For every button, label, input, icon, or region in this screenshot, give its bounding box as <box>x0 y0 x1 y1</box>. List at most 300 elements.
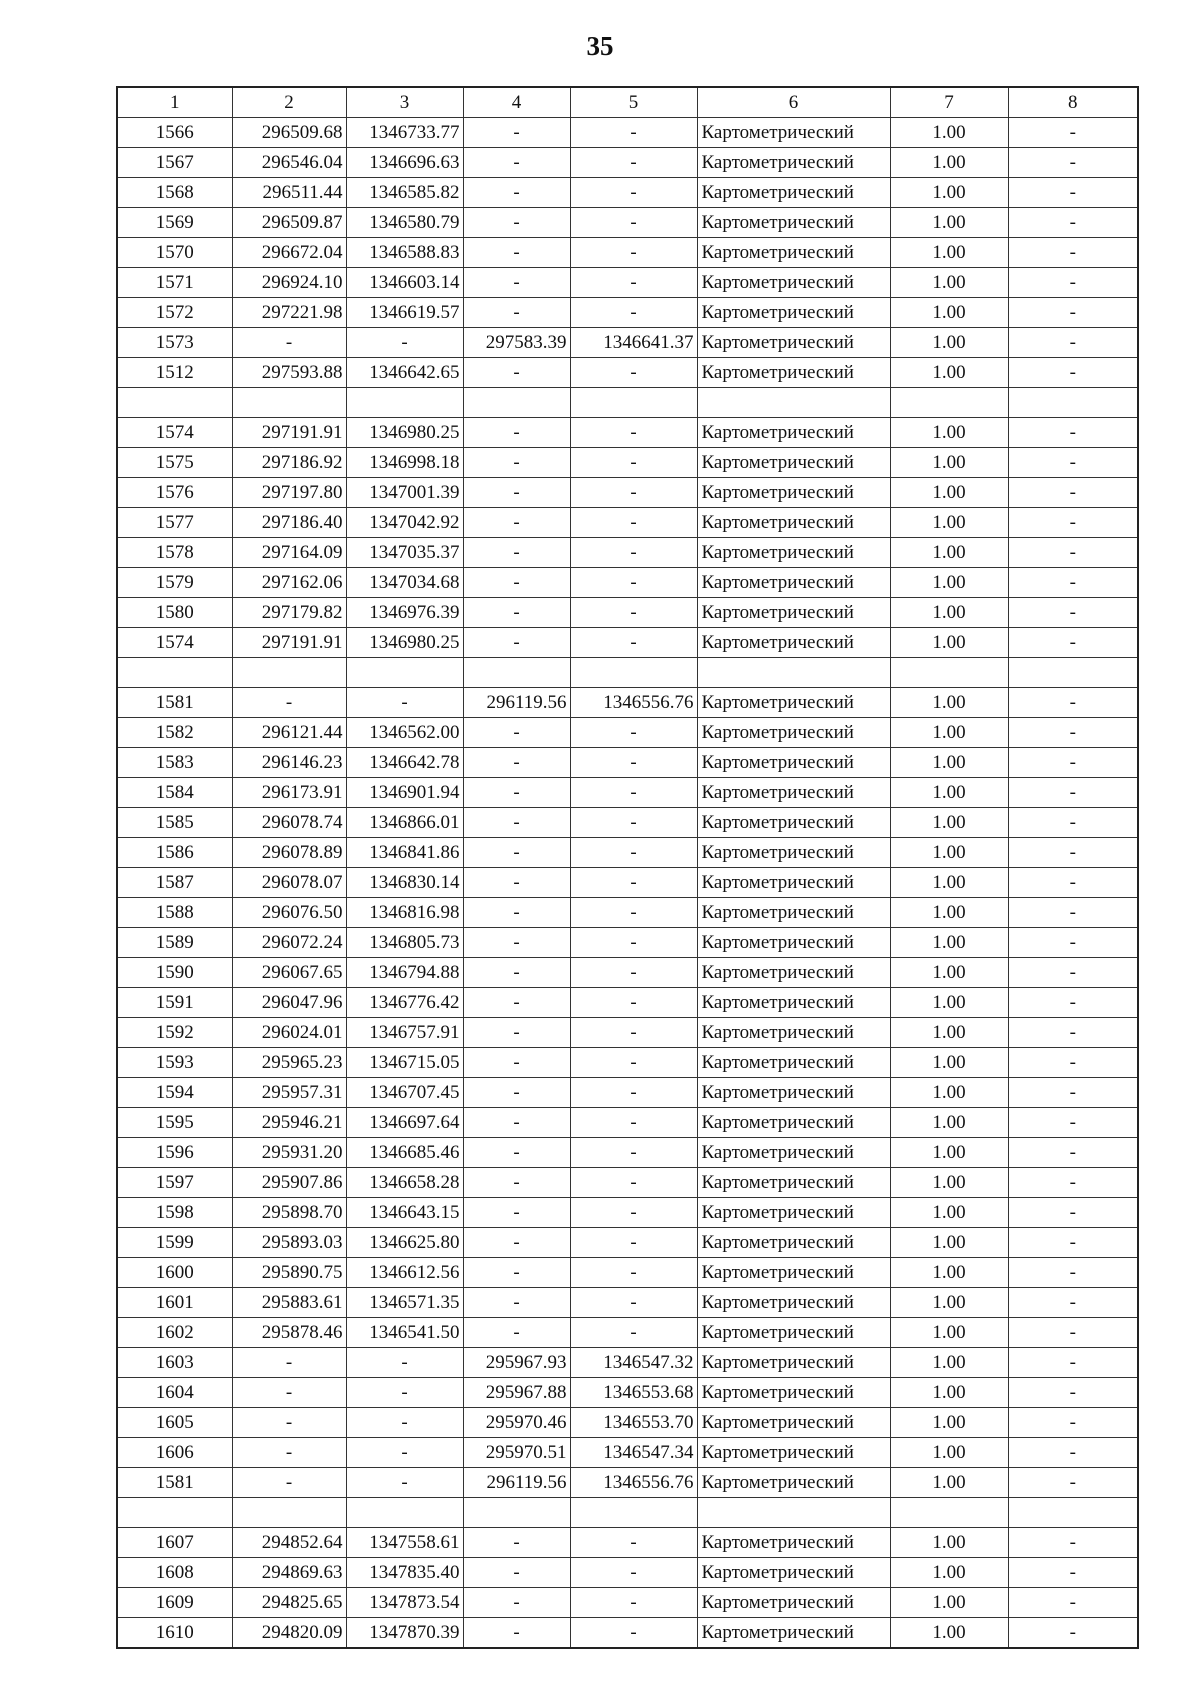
cell-method: Картометрический <box>697 868 890 898</box>
cell-existing-y: 1347835.40 <box>346 1558 463 1588</box>
table-row <box>117 778 1138 808</box>
cell-new-y: - <box>570 448 697 478</box>
cell-existing-y: 1346830.14 <box>346 868 463 898</box>
cell-existing-x: 297186.92 <box>232 448 346 478</box>
cell-accuracy: 1.00 <box>890 868 1008 898</box>
cell-new-y: - <box>570 808 697 838</box>
cell-note: - <box>1008 118 1138 148</box>
cell-new-x: - <box>463 748 570 778</box>
table-row <box>117 388 1138 418</box>
cell-new-x <box>463 658 570 688</box>
cell-method: Картометрический <box>697 718 890 748</box>
cell-new-y: - <box>570 928 697 958</box>
cell-accuracy: 1.00 <box>890 448 1008 478</box>
cell-new-x: - <box>463 1138 570 1168</box>
cell-method: Картометрический <box>697 838 890 868</box>
cell-note: - <box>1008 808 1138 838</box>
cell-existing-x: 296924.10 <box>232 268 346 298</box>
cell-existing-y: 1346585.82 <box>346 178 463 208</box>
cell-existing-y: 1346658.28 <box>346 1168 463 1198</box>
cell-new-y: - <box>570 778 697 808</box>
cell-accuracy: 1.00 <box>890 1378 1008 1408</box>
cell-point-number: 1588 <box>117 898 232 928</box>
cell-note: - <box>1008 778 1138 808</box>
cell-method: Картометрический <box>697 748 890 778</box>
cell-existing-y: 1347042.92 <box>346 508 463 538</box>
cell-new-x: - <box>463 1588 570 1618</box>
cell-point-number: 1609 <box>117 1588 232 1618</box>
cell-new-y: - <box>570 508 697 538</box>
cell-existing-x: 296067.65 <box>232 958 346 988</box>
cell-existing-y <box>346 1498 463 1528</box>
cell-existing-x: 296173.91 <box>232 778 346 808</box>
cell-note: - <box>1008 898 1138 928</box>
cell-point-number: 1583 <box>117 748 232 778</box>
cell-new-y: - <box>570 988 697 1018</box>
table-row <box>117 118 1138 148</box>
cell-existing-y: 1346580.79 <box>346 208 463 238</box>
cell-accuracy: 1.00 <box>890 1198 1008 1228</box>
cell-existing-y: 1347870.39 <box>346 1618 463 1649</box>
cell-point-number: 1579 <box>117 568 232 598</box>
cell-point-number: 1570 <box>117 238 232 268</box>
cell-note: - <box>1008 688 1138 718</box>
cell-method: Картометрический <box>697 538 890 568</box>
cell-point-number: 1601 <box>117 1288 232 1318</box>
cell-method: Картометрический <box>697 1138 890 1168</box>
cell-existing-x: 297197.80 <box>232 478 346 508</box>
cell-point-number: 1605 <box>117 1408 232 1438</box>
cell-existing-y: 1346866.01 <box>346 808 463 838</box>
table-row <box>117 1198 1138 1228</box>
table-row <box>117 658 1138 688</box>
cell-existing-y: 1346696.63 <box>346 148 463 178</box>
table-row <box>117 1168 1138 1198</box>
cell-note: - <box>1008 208 1138 238</box>
cell-accuracy: 1.00 <box>890 1348 1008 1378</box>
cell-note: - <box>1008 328 1138 358</box>
cell-new-y: - <box>570 898 697 928</box>
cell-note: - <box>1008 1258 1138 1288</box>
cell-point-number: 1572 <box>117 298 232 328</box>
cell-existing-y: 1346805.73 <box>346 928 463 958</box>
table-row <box>117 688 1138 718</box>
cell-new-x: - <box>463 508 570 538</box>
cell-note: - <box>1008 1588 1138 1618</box>
cell-existing-x: 295893.03 <box>232 1228 346 1258</box>
cell-new-y: - <box>570 538 697 568</box>
cell-accuracy: 1.00 <box>890 478 1008 508</box>
table-row <box>117 1348 1138 1378</box>
cell-existing-x: 297191.91 <box>232 418 346 448</box>
cell-accuracy: 1.00 <box>890 1558 1008 1588</box>
cell-existing-y: 1346541.50 <box>346 1318 463 1348</box>
cell-point-number <box>117 388 232 418</box>
cell-method: Картометрический <box>697 1018 890 1048</box>
cell-method: Картометрический <box>697 1168 890 1198</box>
cell-point-number: 1590 <box>117 958 232 988</box>
cell-point-number: 1606 <box>117 1438 232 1468</box>
cell-existing-y <box>346 658 463 688</box>
cell-point-number: 1598 <box>117 1198 232 1228</box>
cell-note: - <box>1008 988 1138 1018</box>
cell-new-y: - <box>570 1108 697 1138</box>
cell-new-y: 1346553.70 <box>570 1408 697 1438</box>
cell-method: Картометрический <box>697 598 890 628</box>
table-row <box>117 478 1138 508</box>
cell-existing-y: - <box>346 1378 463 1408</box>
cell-new-x: - <box>463 238 570 268</box>
cell-method: Картометрический <box>697 1468 890 1498</box>
cell-new-y: 1346641.37 <box>570 328 697 358</box>
cell-method: Картометрический <box>697 808 890 838</box>
cell-method <box>697 388 890 418</box>
column-header-2: 2 <box>232 87 346 118</box>
cell-existing-x: - <box>232 1408 346 1438</box>
cell-new-y: - <box>570 748 697 778</box>
cell-point-number: 1586 <box>117 838 232 868</box>
cell-existing-y: 1346757.91 <box>346 1018 463 1048</box>
cell-new-y: - <box>570 358 697 388</box>
cell-point-number: 1574 <box>117 628 232 658</box>
table-row <box>117 208 1138 238</box>
cell-note: - <box>1008 598 1138 628</box>
cell-method: Картометрический <box>697 448 890 478</box>
cell-method: Картометрический <box>697 1408 890 1438</box>
cell-accuracy: 1.00 <box>890 718 1008 748</box>
cell-method: Картометрический <box>697 1288 890 1318</box>
cell-method: Картометрический <box>697 898 890 928</box>
table-row <box>117 328 1138 358</box>
cell-accuracy: 1.00 <box>890 1078 1008 1108</box>
cell-existing-y: 1347558.61 <box>346 1528 463 1558</box>
cell-existing-x: 295946.21 <box>232 1108 346 1138</box>
cell-method <box>697 658 890 688</box>
cell-new-x: - <box>463 778 570 808</box>
cell-note: - <box>1008 1018 1138 1048</box>
cell-new-x: - <box>463 838 570 868</box>
cell-point-number: 1597 <box>117 1168 232 1198</box>
cell-new-x: - <box>463 1318 570 1348</box>
cell-new-x: - <box>463 418 570 448</box>
cell-new-y: - <box>570 598 697 628</box>
cell-method: Картометрический <box>697 778 890 808</box>
table-row <box>117 508 1138 538</box>
table-row <box>117 1378 1138 1408</box>
cell-new-x: - <box>463 928 570 958</box>
cell-existing-x: 296509.87 <box>232 208 346 238</box>
cell-existing-y: 1346841.86 <box>346 838 463 868</box>
cell-existing-x: 296546.04 <box>232 148 346 178</box>
table-row <box>117 268 1138 298</box>
table-row <box>117 1618 1138 1649</box>
cell-new-x: - <box>463 898 570 928</box>
cell-point-number: 1568 <box>117 178 232 208</box>
cell-method: Картометрический <box>697 1048 890 1078</box>
cell-method: Картометрический <box>697 988 890 1018</box>
cell-new-x: - <box>463 478 570 508</box>
cell-new-y: 1346556.76 <box>570 1468 697 1498</box>
cell-existing-x: 295878.46 <box>232 1318 346 1348</box>
cell-method: Картометрический <box>697 508 890 538</box>
table-row <box>117 418 1138 448</box>
cell-new-x: - <box>463 1618 570 1649</box>
cell-existing-x: 297221.98 <box>232 298 346 328</box>
column-header-1: 1 <box>117 87 232 118</box>
cell-new-y: - <box>570 868 697 898</box>
cell-new-x: - <box>463 1168 570 1198</box>
cell-point-number: 1581 <box>117 688 232 718</box>
cell-point-number: 1592 <box>117 1018 232 1048</box>
cell-existing-y: - <box>346 1348 463 1378</box>
cell-note: - <box>1008 838 1138 868</box>
cell-new-x: 295967.93 <box>463 1348 570 1378</box>
cell-method: Картометрический <box>697 1588 890 1618</box>
column-header-4: 4 <box>463 87 570 118</box>
cell-method: Картометрический <box>697 1078 890 1108</box>
cell-existing-y: 1346562.00 <box>346 718 463 748</box>
cell-method: Картометрический <box>697 1438 890 1468</box>
cell-new-y: - <box>570 1558 697 1588</box>
table-row <box>117 568 1138 598</box>
cell-accuracy: 1.00 <box>890 328 1008 358</box>
cell-existing-x: 297164.09 <box>232 538 346 568</box>
cell-existing-y: 1347873.54 <box>346 1588 463 1618</box>
cell-note: - <box>1008 1408 1138 1438</box>
cell-existing-y: 1346603.14 <box>346 268 463 298</box>
cell-accuracy: 1.00 <box>890 508 1008 538</box>
cell-accuracy: 1.00 <box>890 178 1008 208</box>
cell-new-x: 297583.39 <box>463 328 570 358</box>
cell-point-number: 1600 <box>117 1258 232 1288</box>
cell-existing-x: 296511.44 <box>232 178 346 208</box>
cell-accuracy: 1.00 <box>890 808 1008 838</box>
cell-existing-x: 297191.91 <box>232 628 346 658</box>
cell-new-x: 295970.46 <box>463 1408 570 1438</box>
cell-note: - <box>1008 1168 1138 1198</box>
cell-method: Картометрический <box>697 148 890 178</box>
cell-new-x: - <box>463 1528 570 1558</box>
cell-new-x: - <box>463 568 570 598</box>
cell-existing-y: 1346619.57 <box>346 298 463 328</box>
cell-accuracy: 1.00 <box>890 1288 1008 1318</box>
cell-accuracy: 1.00 <box>890 238 1008 268</box>
table-body <box>117 118 1138 1649</box>
column-header-7: 7 <box>890 87 1008 118</box>
cell-point-number: 1602 <box>117 1318 232 1348</box>
cell-point-number: 1573 <box>117 328 232 358</box>
cell-point-number: 1593 <box>117 1048 232 1078</box>
cell-point-number: 1571 <box>117 268 232 298</box>
coordinates-table <box>116 86 1139 1649</box>
cell-new-y: - <box>570 628 697 658</box>
cell-point-number: 1587 <box>117 868 232 898</box>
cell-accuracy: 1.00 <box>890 928 1008 958</box>
cell-existing-x: 294825.65 <box>232 1588 346 1618</box>
cell-new-y: - <box>570 1168 697 1198</box>
cell-point-number: 1607 <box>117 1528 232 1558</box>
cell-new-y: 1346556.76 <box>570 688 697 718</box>
cell-existing-x: 296076.50 <box>232 898 346 928</box>
cell-point-number: 1608 <box>117 1558 232 1588</box>
cell-point-number: 1589 <box>117 928 232 958</box>
cell-existing-y: 1346901.94 <box>346 778 463 808</box>
cell-new-x: - <box>463 1558 570 1588</box>
cell-note: - <box>1008 1138 1138 1168</box>
cell-new-y: - <box>570 118 697 148</box>
cell-method: Картометрический <box>697 1558 890 1588</box>
cell-accuracy: 1.00 <box>890 1438 1008 1468</box>
cell-note: - <box>1008 1558 1138 1588</box>
cell-method: Картометрический <box>697 1378 890 1408</box>
cell-new-y: - <box>570 178 697 208</box>
cell-point-number: 1599 <box>117 1228 232 1258</box>
cell-point-number: 1604 <box>117 1378 232 1408</box>
cell-new-y: - <box>570 418 697 448</box>
cell-existing-x: 295931.20 <box>232 1138 346 1168</box>
cell-note: - <box>1008 1528 1138 1558</box>
cell-new-y: 1346547.34 <box>570 1438 697 1468</box>
table-row <box>117 238 1138 268</box>
cell-existing-y: 1346643.15 <box>346 1198 463 1228</box>
cell-existing-y: 1347035.37 <box>346 538 463 568</box>
cell-new-y <box>570 388 697 418</box>
cell-existing-y: 1346976.39 <box>346 598 463 628</box>
cell-point-number: 1603 <box>117 1348 232 1378</box>
cell-method: Картометрический <box>697 328 890 358</box>
cell-method: Картометрический <box>697 568 890 598</box>
cell-existing-y: 1346816.98 <box>346 898 463 928</box>
cell-new-x: - <box>463 808 570 838</box>
cell-note: - <box>1008 238 1138 268</box>
cell-method: Картометрический <box>697 298 890 328</box>
cell-accuracy: 1.00 <box>890 1018 1008 1048</box>
cell-method: Картометрический <box>697 238 890 268</box>
cell-new-y <box>570 658 697 688</box>
cell-existing-x: 296047.96 <box>232 988 346 1018</box>
cell-method: Картометрический <box>697 1528 890 1558</box>
cell-accuracy: 1.00 <box>890 538 1008 568</box>
cell-note: - <box>1008 478 1138 508</box>
table-row <box>117 628 1138 658</box>
cell-existing-x <box>232 658 346 688</box>
cell-existing-y: - <box>346 1438 463 1468</box>
cell-accuracy: 1.00 <box>890 358 1008 388</box>
cell-accuracy <box>890 658 1008 688</box>
cell-existing-x: 294820.09 <box>232 1618 346 1649</box>
cell-existing-y: 1346794.88 <box>346 958 463 988</box>
cell-new-x: - <box>463 598 570 628</box>
cell-accuracy: 1.00 <box>890 298 1008 328</box>
cell-accuracy: 1.00 <box>890 1048 1008 1078</box>
cell-accuracy <box>890 388 1008 418</box>
cell-existing-x: 296072.24 <box>232 928 346 958</box>
table-row <box>117 808 1138 838</box>
table-row <box>117 748 1138 778</box>
cell-existing-x: 296146.23 <box>232 748 346 778</box>
table-row <box>117 1588 1138 1618</box>
cell-note: - <box>1008 268 1138 298</box>
cell-existing-y: 1346612.56 <box>346 1258 463 1288</box>
cell-new-y: - <box>570 208 697 238</box>
cell-new-x: - <box>463 958 570 988</box>
cell-existing-y: - <box>346 328 463 358</box>
cell-note: - <box>1008 1468 1138 1498</box>
cell-existing-y: 1346980.25 <box>346 418 463 448</box>
table-row <box>117 1438 1138 1468</box>
cell-note: - <box>1008 1438 1138 1468</box>
cell-method: Картометрический <box>697 418 890 448</box>
cell-existing-x: 295883.61 <box>232 1288 346 1318</box>
cell-new-x: - <box>463 148 570 178</box>
cell-note <box>1008 388 1138 418</box>
cell-new-y: - <box>570 148 697 178</box>
table-row <box>117 1018 1138 1048</box>
cell-existing-y: 1346697.64 <box>346 1108 463 1138</box>
cell-new-x: - <box>463 988 570 1018</box>
cell-new-x: - <box>463 1288 570 1318</box>
cell-accuracy: 1.00 <box>890 1318 1008 1348</box>
cell-new-x: - <box>463 538 570 568</box>
cell-accuracy: 1.00 <box>890 778 1008 808</box>
cell-new-y: - <box>570 1618 697 1649</box>
column-header-3: 3 <box>346 87 463 118</box>
cell-existing-y: 1346733.77 <box>346 118 463 148</box>
table-row <box>117 1468 1138 1498</box>
cell-new-x <box>463 388 570 418</box>
table-row <box>117 598 1138 628</box>
cell-new-x: 296119.56 <box>463 1468 570 1498</box>
cell-accuracy: 1.00 <box>890 1618 1008 1649</box>
cell-new-x: - <box>463 718 570 748</box>
cell-point-number: 1566 <box>117 118 232 148</box>
table-row <box>117 958 1138 988</box>
cell-existing-y: 1346998.18 <box>346 448 463 478</box>
table-row <box>117 1258 1138 1288</box>
cell-existing-y: 1346588.83 <box>346 238 463 268</box>
cell-existing-y: 1346715.05 <box>346 1048 463 1078</box>
cell-note: - <box>1008 538 1138 568</box>
cell-point-number: 1575 <box>117 448 232 478</box>
table-row <box>117 1138 1138 1168</box>
page-number: 35 <box>586 31 614 61</box>
cell-note: - <box>1008 448 1138 478</box>
cell-new-y: - <box>570 298 697 328</box>
cell-new-x: 295970.51 <box>463 1438 570 1468</box>
table-row <box>117 178 1138 208</box>
cell-existing-x: - <box>232 1468 346 1498</box>
cell-point-number <box>117 658 232 688</box>
cell-method: Картометрический <box>697 1318 890 1348</box>
cell-accuracy: 1.00 <box>890 958 1008 988</box>
cell-method: Картометрический <box>697 1348 890 1378</box>
cell-existing-y: 1347001.39 <box>346 478 463 508</box>
table-row <box>117 1108 1138 1138</box>
cell-point-number: 1569 <box>117 208 232 238</box>
cell-existing-y: - <box>346 1408 463 1438</box>
cell-note: - <box>1008 1318 1138 1348</box>
cell-accuracy: 1.00 <box>890 748 1008 778</box>
cell-existing-x: 297593.88 <box>232 358 346 388</box>
table-row <box>117 988 1138 1018</box>
cell-note: - <box>1008 1228 1138 1258</box>
cell-existing-x: - <box>232 688 346 718</box>
cell-new-x: - <box>463 268 570 298</box>
cell-point-number: 1591 <box>117 988 232 1018</box>
cell-method: Картометрический <box>697 1198 890 1228</box>
cell-point-number: 1577 <box>117 508 232 538</box>
cell-point-number: 1610 <box>117 1618 232 1649</box>
